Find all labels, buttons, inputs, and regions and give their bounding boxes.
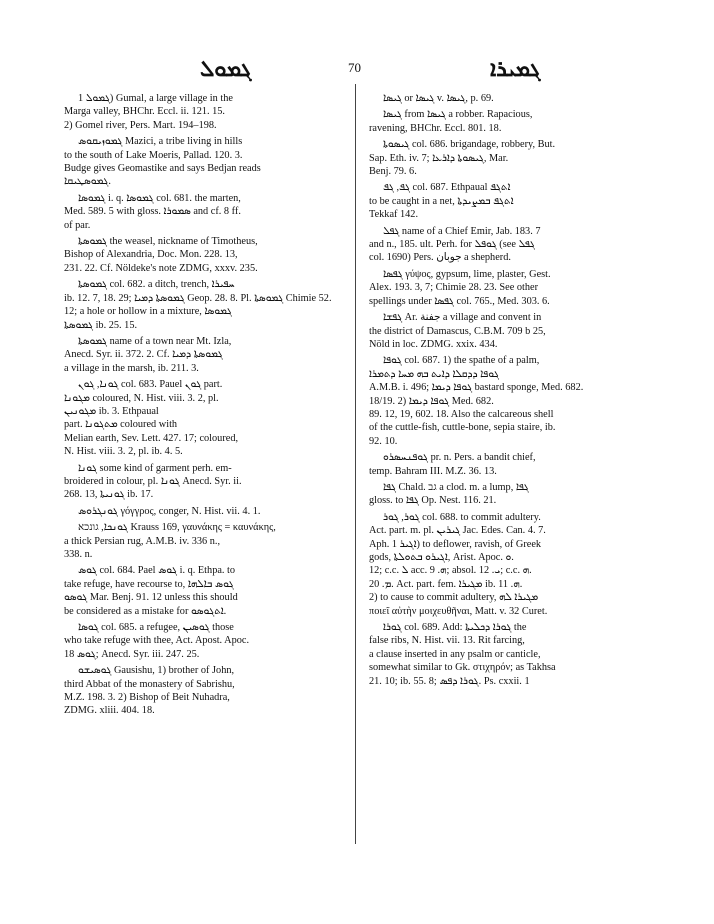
entry-line: a village in the marsh, ib. 211. 3. <box>64 362 199 374</box>
entry-line: ܓܡܘܣܐ i. q. ܓܡܘܣܐ col. 681. the marten, <box>78 192 241 204</box>
entry-line: 338. n. <box>64 549 93 560</box>
entry-line: 18/19. 2) ܓܘܦܐ ܕܝܡܐ Med. 682. <box>369 395 494 407</box>
dictionary-entry <box>369 354 665 448</box>
entry-line: ZDMG. xliii. 404. 18. <box>64 705 155 717</box>
entry-line: third Abbat of the monastery of Sabrishu, <box>64 678 235 690</box>
dictionary-entry <box>64 335 360 375</box>
dictionary-entry <box>64 505 360 518</box>
entry-line: a thick Persian rug, A.M.B. iv. 336 n., <box>64 535 221 547</box>
entry-line: 12; c.c. ܠ acc. ܗ. 9; absol. ܝ. 12; c.c. ܗ. <box>369 565 532 577</box>
entry-line: ܡ. 20. Act. part. fem. ܡܓܝܪܐ ib. ܗ. 11. <box>369 578 523 590</box>
entry-line: temp. Bahram III. M.Z. 36. 13. <box>369 465 497 477</box>
entry-line: ܓܡܘܣܬܐ col. 682. a ditch, trench, ܚܦܝܪܐ <box>78 279 235 291</box>
dictionary-entry <box>369 225 665 265</box>
entry-line: of the cuttle-fish, cuttle-bone, sepia staire, ib. <box>369 422 556 434</box>
entry-line: gloss. to ܓܦܐ Op. Nest. 116. 21. <box>369 495 497 507</box>
dictionary-entry <box>64 192 360 232</box>
entry-line: broidered in colour, pl. ܓܘܢܐ Anecd. Syr. ii. <box>64 475 242 487</box>
page-number: 70 <box>348 60 361 75</box>
dictionary-entry <box>64 521 360 561</box>
dictionary-entry <box>369 138 665 178</box>
entry-line: to the south of Lake Moeris, Pallad. 120. 3. <box>64 149 243 161</box>
entry-line: Budge gives Geomastike and says Bedjan reads <box>64 163 261 175</box>
dictionary-entry <box>64 621 360 661</box>
entry-line: ܓܘܢܐ some kind of garment perh. em- <box>78 462 232 474</box>
entry-line: ܓܘܣܐ col. 685. a refugee, ܓܘܣܝܢ those <box>78 622 234 634</box>
entry-line: 268. 13, ܓܘܢܝܬܐ ib. 17. <box>64 489 154 501</box>
entry-line: who take refuge with thee, Act. Apost. Apoc. <box>64 635 250 647</box>
dictionary-entry <box>64 664 360 718</box>
entry-line: ܓܦ, ܓܦ col. 687. Ethpaual ܐܬܓܦ <box>383 182 511 194</box>
dictionary-entry <box>369 511 665 618</box>
entry-line: ܓܘܣ col. 684. Pael ܓܘܣ i. q. Ethpa. to <box>78 565 236 577</box>
entry-line: gods, ܐܓܝܪܘ ܒܬܘܠܬܐ, Arist. Apoc. ܘ. <box>369 552 514 563</box>
entry-line: Act. part. m. pl. ܓܝܪܝܢ Jac. Edes. Can. 4. 7. <box>369 525 546 537</box>
entry-line: Melian earth, Sev. Lett. 427. 17; coloured, <box>64 432 239 444</box>
entry-line: the district of Damascus, C.B.M. 709 b 25, <box>369 325 546 337</box>
entry-line: spellings under ܓܦܣܐ col. 765., Med. 303. 6. <box>369 295 550 307</box>
dictionary-entry <box>369 108 665 135</box>
entry-line: Med. 589. 5 with gloss. ܣܡܘܪܐ and cf. 8 ff. <box>64 206 241 218</box>
entry-line: ܓܘܢܟܐ, גונכא Krauss 169, γαυνάκης = καυνάκης, <box>78 522 276 534</box>
entry-line: 231. 22. Cf. Nöldeke's note ZDMG, xxxv. 235. <box>64 262 258 274</box>
entry-line: 2) to cause to commit adultery, ܡܓܝܪܐ ܠܗ <box>369 592 539 604</box>
entry-line: ܓܘܣܝܫܘ Gausishu, 1) brother of John, <box>78 665 235 677</box>
right-column <box>369 92 665 691</box>
entry-line: and n., 185. ult. Perh. for ܓܘܦܠ (see ܓܦܠ <box>369 239 535 251</box>
entry-line: ποιεῖ αὐτὴν μοιχευθῆναι, Matt. v. 32 Curet. <box>369 605 548 617</box>
entry-line: ܓܝܣܐ from ܓܝܣܐ a robber. Rapacious, <box>383 109 533 121</box>
entry-line: ܓܘܢܐ, ܓܘܢ col. 683. Pauel ܓܘܢ part. <box>78 379 223 391</box>
entry-line: ܓܡܘܣܬܐ the weasel, nickname of Timotheus, <box>78 236 258 248</box>
entry-line: somewhat similar to Gk. στιχηρόν; as Takhsa <box>369 662 556 674</box>
entry-line: ܓܡܘܙܝܩܘܣ Mazici, a tribe living in hills <box>78 136 243 148</box>
entry-line: ܡܓܘܢܝܢ ib. 3. Ethpaual <box>64 405 159 417</box>
entry-line: Bishop of Alexandria, Doc. Mon. 228. 13, <box>64 249 238 261</box>
header-right-syriac: ܓܡܝܪܐ <box>490 56 541 82</box>
entry-line: ܓܡܘܣܬܐ ib. 25. 15. <box>64 319 138 331</box>
dictionary-entry <box>64 92 360 132</box>
dictionary-entry <box>64 135 360 189</box>
entry-line: ravening, BHChr. Eccl. 801. 18. <box>369 122 502 134</box>
entry-line: ܓܦܐ Chald. גב a clod. m. a lump, ܓܦܐ <box>383 481 529 493</box>
entry-line: N. Hist. viii. 3. 2, pl. ib. 4. 5. <box>64 446 183 458</box>
entry-line: ܓܝܣܐ or ܓܝܣܐ v. ܓܝܣܐ, p. 69. <box>383 93 494 104</box>
entry-line: Tekkaf 142. <box>369 209 419 221</box>
entry-line: ܓܦܫܐ Ar. جفنة a village and convent in <box>383 312 542 324</box>
dictionary-entry <box>64 278 360 332</box>
left-column <box>64 92 360 721</box>
entry-line: take refuge, have recourse to, ܓܘܣ ܒܐܠܗܐ <box>64 578 234 590</box>
page-header <box>0 56 714 86</box>
header-left-syriac: ܓܡܘܠ <box>200 56 252 82</box>
dictionary-entry <box>64 378 360 458</box>
entry-line: 89. 12, 19, 602. 18. Also the calcareous shell <box>369 408 554 420</box>
entry-line: 92. 10. <box>369 435 398 447</box>
entry-line: ܓܝܣܘܬܐ col. 686. brigandage, robbery, But. <box>383 139 556 151</box>
entry-line: ܓܡܘܠ 1) Gumal, a large village in the <box>78 93 233 104</box>
entry-line: M.Z. 198. 3. 2) Bishop of Beit Nuhadra, <box>64 692 230 704</box>
entry-line: part. ܡܬܓܘܢܐ coloured with <box>64 419 178 431</box>
entry-line: col. 1690) Pers. جوبان a shepherd. <box>369 252 511 264</box>
entry-line: Aph. ܐܓܝܪ 1) to deflower, ravish, of Greek <box>369 538 542 550</box>
dictionary-entry <box>64 235 360 275</box>
entry-line: Alex. 193. 3, 7; Chimie 28. 23. See other <box>369 282 539 294</box>
entry-line: Marga valley, BHChr. Eccl. ii. 121. 15. <box>64 106 226 118</box>
dictionary-entry <box>369 268 665 308</box>
entry-line: ܓܘܦܐ ܕܕܩܠܐ ܕܐܝܬ ܒܗ ܡܚܐ ܕܬܡܪܐ <box>369 368 499 380</box>
entry-line: ܡܓܘܢܐ coloured, N. Hist. viii. 3. 2, pl. <box>64 392 219 404</box>
entry-line: 12; a hole or hollow in a mixture, ܓܡܘܣܐ <box>64 306 232 318</box>
entry-line: be considered as a mistake for ܐܬܓܘܣܘ. <box>64 605 227 617</box>
entry-line: ܓܦܠ name of a Chief Emir, Jab. 183. 7 <box>383 225 541 237</box>
dictionary-entry <box>369 181 665 221</box>
entry-line: ܓܦܣܐ γύψος, gypsum, lime, plaster, Gest. <box>383 268 551 280</box>
entry-line: ܓܘܪ, ܓܘܪ col. 688. to commit adultery. <box>383 511 541 523</box>
dictionary-entry <box>369 311 665 351</box>
dictionary-entry <box>369 481 665 508</box>
entry-line: false ribs, N. Hist. vii. 13. Rit farcing, <box>369 635 525 647</box>
entry-line: ܓܘܢܓܪܘܣ γόγγρος, conger, N. Hist. vii. 4. 1. <box>78 505 261 517</box>
entry-line: 2) Gomel river, Pers. Mart. 194–198. <box>64 119 217 131</box>
column-divider <box>355 84 356 844</box>
dictionary-entry <box>369 451 665 478</box>
entry-line: Sap. Eth. iv. 7; ܓܝܣܘܬܐ ܕܐܪܥܐ, Mar. <box>369 152 509 164</box>
entry-line: ܓܘܦܢܚܣܪܘ pr. n. Pers. a bandit chief, <box>383 452 536 464</box>
entry-line: ܓܘܣ 18; Anecd. Syr. iii. 247. 25. <box>64 648 200 660</box>
entry-line: ܓܘܦܐ col. 687. 1) the spathe of a palm, <box>383 355 540 367</box>
entry-line: of par. <box>64 219 91 231</box>
entry-line: ܓܡܘܣܬܐ name of a town near Mt. Izla, <box>78 335 232 347</box>
entry-line: to be caught in a net, ܐܬܓܦ ܒܡܨܝܕܬܐ <box>369 195 514 207</box>
entry-line: ܓܘܣܘ Mar. Benj. 91. 12 unless this should <box>64 592 238 604</box>
entry-line: 21. 10; ib. 55. 8; ܓܘܪܐ ܕܦܣ. Ps. cxxii. 1 <box>369 675 530 687</box>
entry-line: ib. 12. 7, 18. 29; ܓܡܘܣܬܐ ܕܡܝܐ Geop. 28. 8. Pl. ܓܡܘܣܬܐ Chimie 52. <box>64 292 332 304</box>
entry-line: Nöld in loc. ZDMG. xxix. 434. <box>369 338 498 350</box>
dictionary-entry <box>369 92 665 105</box>
dictionary-entry <box>369 621 665 688</box>
entry-line: a clause inserted in any psalm or canticle, <box>369 648 541 660</box>
entry-line: ܓܡܘܣܛܝܩܐ. <box>64 176 111 188</box>
dictionary-entry <box>64 462 360 502</box>
entry-line: Anecd. Syr. ii. 372. 2. Cf. ܓܡܘܣܬܐ ܕܡܝܐ <box>64 349 223 361</box>
entry-line: ܓܘܪܐ col. 689. Add: ܓܘܪܐ ܕܟܠܝܬܐ the <box>383 622 527 634</box>
entry-line: A.M.B. i. 496; ܓܘܦܐ ܕܝܡܐ bastard sponge, Med. 682. <box>369 382 584 394</box>
entry-line: Benj. 79. 6. <box>369 166 417 178</box>
dictionary-entry <box>64 564 360 618</box>
